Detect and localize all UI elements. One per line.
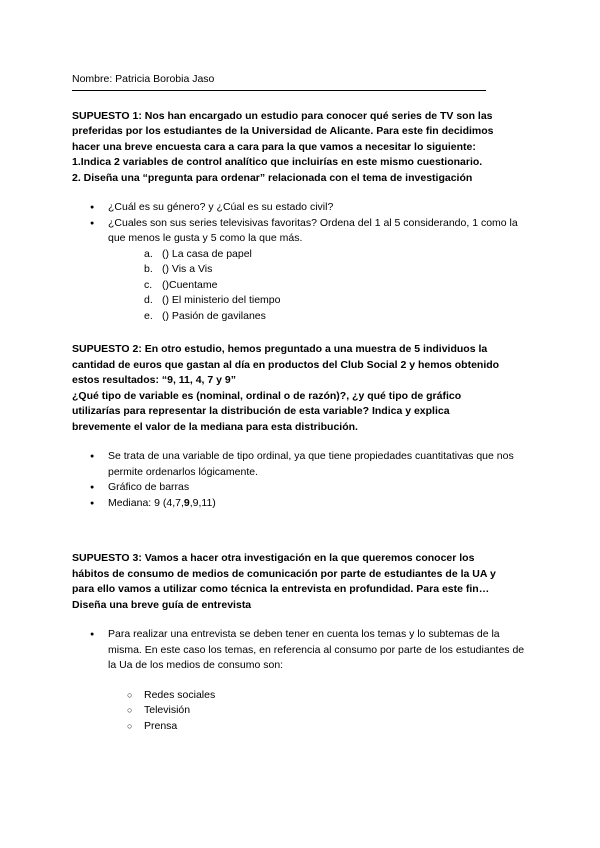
heading-line: utilizarías para representar la distribución de esta variable? Indica y explica: [72, 405, 450, 417]
heading-line: Diseña una breve guía de entrevista: [72, 598, 252, 611]
list-item: ○ Redes sociales: [144, 688, 528, 704]
heading-line: SUPUESTO 1: Nos han encargado un estudio para conocer qué series de TV son las: [72, 109, 493, 122]
heading-line: para ello vamos a utilizar como técnica la entrevista en profundidad. Para este fin…: [72, 583, 490, 595]
supuesto-3-answers: [72, 627, 528, 674]
list-item: ● Gráfico de barras: [108, 480, 528, 496]
list-item: ● Para realizar una entrevista se deben tener en cuenta los temas y lo subtemas de la misma. En este caso los temas, en referencia al consumo por parte de los estudiantes de la Ua de los medios de consumo son:: [108, 627, 528, 674]
list-item: ● Se trata de una variable de tipo ordinal, ya que tiene propiedades cuantitativas que nos permite ordenarlos lógicamente.: [108, 449, 528, 480]
supuesto-3-heading: [72, 551, 528, 613]
supuesto-1-answers: [72, 200, 528, 324]
list-item: ● ¿Cuales son sus series televisivas favoritas? Ordena del 1 al 5 considerando, 1 como la que menos le gusta y 5 como la que más. a. () La casa de papel b. () Vis a Vis c. ()Cuentame d. () El ministerio del tiempo e. () Pasión de gavilanes: [108, 216, 528, 325]
heading-line: 2. Diseña una “pregunta para ordenar” relacionada con el tema de investigación: [72, 171, 473, 184]
heading-line: cantidad de euros que gastan al día en productos del Club Social 2 y hemos obtenido: [72, 358, 500, 371]
name-underline: [72, 90, 486, 91]
option-item: d. () El ministerio del tiempo: [144, 294, 281, 306]
series-options: [108, 247, 528, 325]
option-item: c. ()Cuentame: [144, 278, 218, 291]
heading-line: hábitos de consumo de medios de comunicación por parte de estudiantes de la UA y: [72, 567, 496, 580]
student-name: Nombre: Patricia Borobia Jaso: [72, 73, 215, 85]
document-page: [72, 72, 528, 734]
heading-line: hacer una breve encuesta cara a cara para la que vamos a necesitar lo siguiente:: [72, 140, 476, 153]
heading-line: SUPUESTO 3: Vamos a hacer otra investigación en la que queremos conocer los: [72, 552, 475, 564]
list-item: ○ Prensa: [144, 719, 528, 735]
heading-line: preferidas por los estudiantes de la Universidad de Alicante. Para este fin decidimos: [72, 125, 494, 137]
supuesto-2-heading: [72, 342, 528, 435]
option-item: a. () La casa de papel: [144, 247, 252, 260]
heading-line: ¿Qué tipo de variable es (nominal, ordinal o de razón)?, ¿y qué tipo de gráfico: [72, 389, 462, 402]
option-item: b. () Vis a Vis: [144, 263, 213, 275]
supuesto-2-answers: [72, 449, 528, 511]
list-item: ● ¿Cuál es su género? y ¿Cúal es su estado civil?: [108, 200, 528, 216]
option-item: e. () Pasión de gavilanes: [144, 309, 266, 322]
media-topics: [72, 688, 528, 735]
heading-line: estos resultados: “9, 11, 4, 7 y 9”: [72, 374, 236, 386]
supuesto-1-heading: [72, 109, 528, 187]
heading-line: SUPUESTO 2: En otro estudio, hemos preguntado a una muestra de 5 individuos la: [72, 343, 488, 355]
list-item: ○ Televisión: [144, 703, 528, 719]
list-item: ● Mediana: 9 (4,7,9,9,11): [108, 496, 528, 512]
heading-line: brevemente el valor de la mediana para esta distribución.: [72, 420, 358, 433]
heading-line: 1.Indica 2 variables de control analítico que incluirías en este mismo cuestionario.: [72, 156, 483, 168]
